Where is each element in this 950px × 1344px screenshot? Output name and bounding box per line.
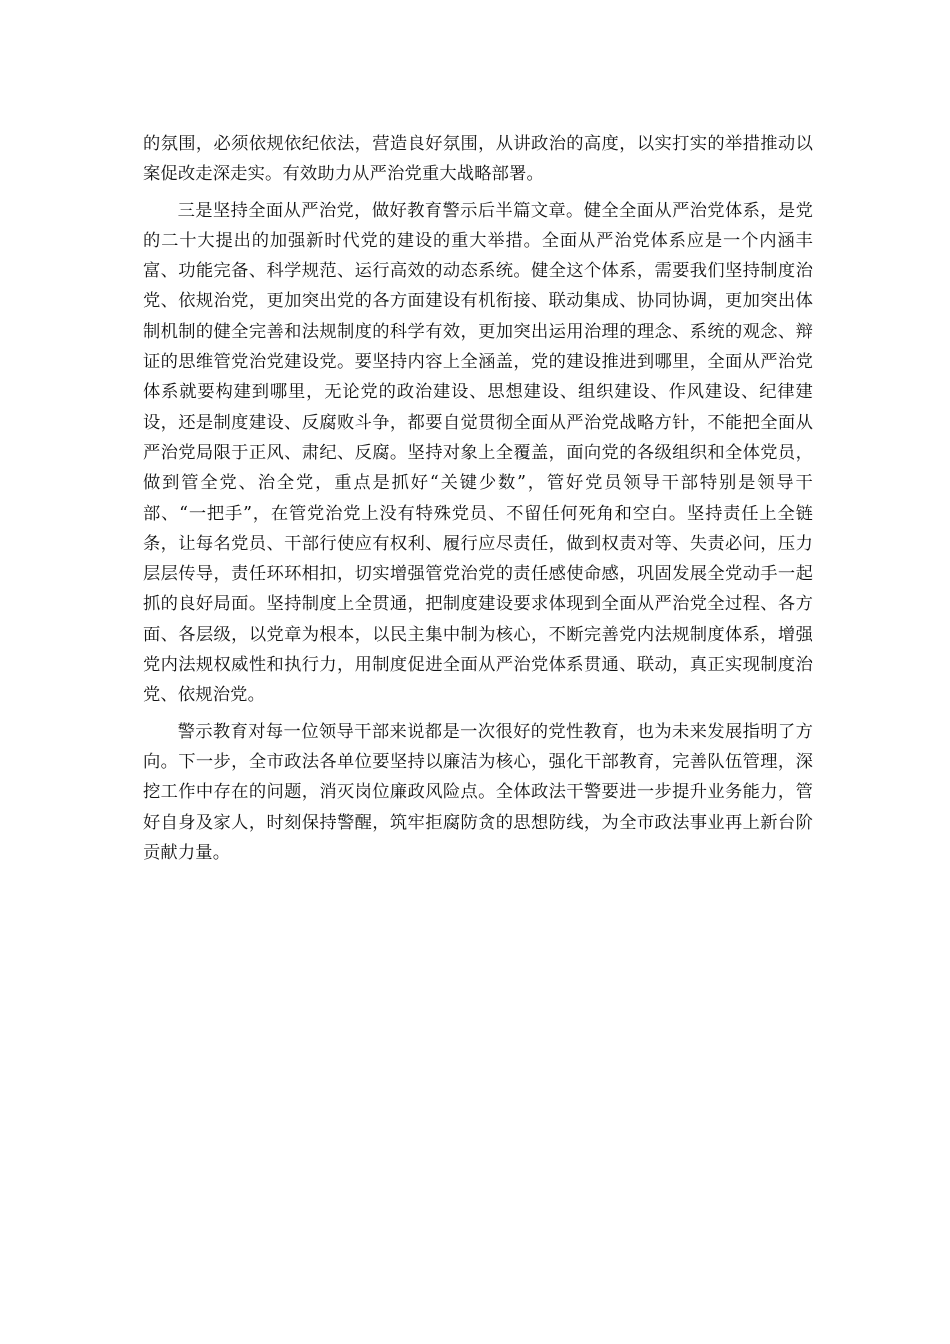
- document-body: [143, 129, 813, 874]
- paragraph-continuation: 的氛围，必须依规依纪依法，营造良好氛围，从讲政治的高度，以实打实的举措推动以案促改走深走实。有效助力从严治党重大战略部署。: [143, 134, 813, 185]
- paragraph-strict-party-governance: 三是坚持全面从严治党，做好教育警示后半篇文章。健全全面从严治党体系，是党的二十大提出的加强新时代党的建设的重大举措。全面从严治党体系应是一个内涵丰富、功能完备、科学规范、运行高效的动态系统。健全这个体系，需要我们坚持制度治党、依规治党，更加突出党的各方面建设有机衔接、联动集成、协同协调，更加突出体制机制的健全完善和法规制度的科学有效，更加突出运用治理的理念、系统的观念、辩证的思维管党治党建设党。要坚持内容上全涵盖，党的建设推进到哪里，全面从严治党体系就要构建到哪里，无论党的政治建设、思想建设、组织建设、作风建设、纪律建设，还是制度建设、反腐败斗争，都要自觉贯彻全面从严治党战略方针，不能把全面从严治党局限于正风、肃纪、反腐。坚持对象上全覆盖，面向党的各级组织和全体党员，做到管全党、治全党，重点是抓好“关键少数”，管好党员领导干部特别是领导干部、“一把手”，在管党治党上没有特殊党员、不留任何死角和空白。坚持责任上全链条，让每名党员、干部行使应有权利、履行应尽责任，做到权责对等、失责必问，压力层层传导，责任环环相扣，切实增强管党治党的责任感使命感，巩固发展全党动手一起抓的良好局面。坚持制度上全贯通，把制度建设要求体现到全面从严治党全过程、各方面、各层级，以党章为根本，以民主集中制为核心，不断完善党内法规制度体系，增强党内法规权威性和执行力，用制度促进全面从严治党体系贯通、联动，真正实现制度治党、依规治党。: [143, 200, 813, 706]
- paragraph-warning-education: 警示教育对每一位领导干部来说都是一次很好的党性教育，也为未来发展指明了方向。下一步，全市政法各单位要坚持以廉洁为核心，强化干部教育，完善队伍管理，深挖工作中存在的问题，消灭岗位廉政风险点。全体政法干警要进一步提升业务能力，管好自身及家人，时刻保持警醒，筑牢拒腐防贪的思想防线，为全市政法事业再上新台阶贡献力量。: [143, 721, 813, 863]
